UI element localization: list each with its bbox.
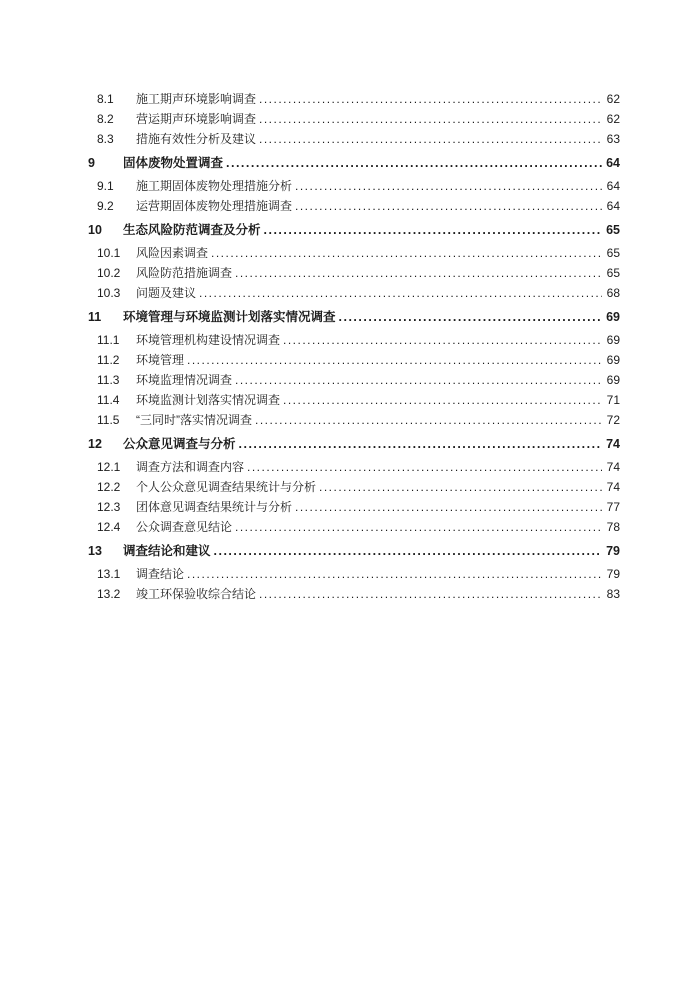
toc-entry-number: 11.3 xyxy=(97,373,120,387)
toc-entry-title: 施工期声环境影响调查 xyxy=(136,92,257,106)
toc-entry-title: 调查结论和建议 xyxy=(123,544,211,558)
toc-entry-page-number: 79 xyxy=(606,567,620,581)
toc-entry-number: 11.1 xyxy=(97,333,120,347)
toc-entry-page-number: 69 xyxy=(606,333,620,347)
dot-leader xyxy=(319,477,602,497)
toc-entry-page-number: 63 xyxy=(606,132,620,146)
dot-leader xyxy=(283,330,602,350)
toc-entry-page-number: 71 xyxy=(606,393,620,407)
toc-entry-number: 12.3 xyxy=(97,500,121,514)
toc-entry-title: “三同时”落实情况调查 xyxy=(136,413,252,427)
toc-entry-number: 10.1 xyxy=(97,246,121,260)
toc-entry-title: 公众调查意见结论 xyxy=(136,520,233,534)
toc-entry[interactable] xyxy=(88,263,620,283)
toc-entry[interactable] xyxy=(88,89,620,109)
toc-entry-title: 风险因素调查 xyxy=(136,246,209,260)
toc-entry-number: 11 xyxy=(88,310,102,324)
toc-entry[interactable] xyxy=(88,517,620,537)
toc-entry[interactable] xyxy=(88,541,620,562)
toc-entry-page-number: 62 xyxy=(606,112,620,126)
toc-entry-number: 11.5 xyxy=(97,413,120,427)
toc-entry-page-number: 83 xyxy=(606,587,620,601)
dot-leader xyxy=(226,153,602,174)
toc-entry-number: 10 xyxy=(88,223,102,237)
toc-entry[interactable] xyxy=(88,176,620,196)
dot-leader xyxy=(199,283,602,303)
toc-entry-number: 10.3 xyxy=(97,286,121,300)
toc-entry[interactable] xyxy=(88,243,620,263)
toc-entry-title: 环境管理机构建设情况调查 xyxy=(136,333,281,347)
toc-entry[interactable] xyxy=(88,497,620,517)
toc-entry-title: 措施有效性分析及建议 xyxy=(136,132,257,146)
toc-entry-title: 调查结论 xyxy=(136,567,185,581)
toc-entry-title: 运营期固体废物处理措施调查 xyxy=(136,199,293,213)
toc-entry[interactable] xyxy=(88,477,620,497)
toc-entry-page-number: 69 xyxy=(606,310,620,324)
toc-entry-title: 公众意见调查与分析 xyxy=(123,437,236,451)
toc-entry[interactable] xyxy=(88,129,620,149)
dot-leader xyxy=(295,196,602,216)
toc-entry-title: 固体废物处置调查 xyxy=(123,156,224,170)
toc-entry[interactable] xyxy=(88,330,620,350)
dot-leader xyxy=(214,541,602,562)
dot-leader xyxy=(255,410,602,430)
toc-entry-page-number: 74 xyxy=(606,480,620,494)
dot-leader xyxy=(187,564,602,584)
dot-leader xyxy=(259,89,602,109)
toc-entry-number: 8.3 xyxy=(97,132,114,146)
toc-entry-number: 13.1 xyxy=(97,567,121,581)
toc-entry-page-number: 64 xyxy=(606,199,620,213)
toc-entry-number: 12.4 xyxy=(97,520,121,534)
toc-entry-number: 9 xyxy=(88,156,95,170)
dot-leader xyxy=(295,176,602,196)
dot-leader xyxy=(187,350,602,370)
toc-entry-title: 生态风险防范调查及分析 xyxy=(123,223,261,237)
toc-entry-page-number: 65 xyxy=(606,246,620,260)
dot-leader xyxy=(295,497,602,517)
toc-entry-title: 环境监理情况调查 xyxy=(136,373,233,387)
toc-entry-page-number: 64 xyxy=(606,179,620,193)
toc-entry-number: 13.2 xyxy=(97,587,121,601)
toc-entry-title: 竣工环保验收综合结论 xyxy=(136,587,257,601)
toc-entry-page-number: 74 xyxy=(606,437,620,451)
toc-entry-title: 风险防范措施调查 xyxy=(136,266,233,280)
toc-entry-number: 9.2 xyxy=(97,199,114,213)
toc-entry[interactable] xyxy=(88,370,620,390)
toc-entry[interactable] xyxy=(88,457,620,477)
toc-entry-number: 8.2 xyxy=(97,112,114,126)
dot-leader xyxy=(247,457,602,477)
toc-entry[interactable] xyxy=(88,109,620,129)
toc-entry[interactable] xyxy=(88,410,620,430)
dot-leader xyxy=(211,243,602,263)
toc-entry-number: 12.2 xyxy=(97,480,121,494)
toc-entry[interactable] xyxy=(88,434,620,455)
toc-entry-number: 12.1 xyxy=(97,460,121,474)
dot-leader xyxy=(283,390,602,410)
toc-entry-page-number: 69 xyxy=(606,353,620,367)
toc-entry-title: 调查方法和调查内容 xyxy=(136,460,245,474)
toc-entry-number: 9.1 xyxy=(97,179,114,193)
toc-entry-page-number: 65 xyxy=(606,266,620,280)
toc-entry-page-number: 78 xyxy=(606,520,620,534)
toc-entry-title: 问题及建议 xyxy=(136,286,197,300)
toc-entry-page-number: 74 xyxy=(606,460,620,474)
toc-entry-page-number: 68 xyxy=(606,286,620,300)
dot-leader xyxy=(264,220,602,241)
toc-entry-title: 环境监测计划落实情况调查 xyxy=(136,393,281,407)
toc-entry-page-number: 65 xyxy=(606,223,620,237)
toc-entry-number: 11.4 xyxy=(97,393,120,407)
toc-entry[interactable] xyxy=(88,584,620,604)
toc-entry[interactable] xyxy=(88,283,620,303)
toc-entry[interactable] xyxy=(88,390,620,410)
toc-entry-title: 团体意见调查结果统计与分析 xyxy=(136,500,293,514)
toc-entry-page-number: 72 xyxy=(606,413,620,427)
toc-entry-title: 个人公众意见调查结果统计与分析 xyxy=(136,480,317,494)
dot-leader xyxy=(259,109,602,129)
dot-leader xyxy=(235,370,602,390)
dot-leader xyxy=(235,263,602,283)
toc-entry-title: 环境管理 xyxy=(136,353,185,367)
toc-entry-title: 环境管理与环境监测计划落实情况调查 xyxy=(123,310,336,324)
toc-entry-page-number: 79 xyxy=(606,544,620,558)
toc-entry-page-number: 64 xyxy=(606,156,620,170)
toc-entry-number: 12 xyxy=(88,437,102,451)
dot-leader xyxy=(339,307,602,328)
dot-leader xyxy=(259,584,602,604)
toc-entry-number: 13 xyxy=(88,544,102,558)
toc-entry-number: 8.1 xyxy=(97,92,114,106)
toc-entry-page-number: 69 xyxy=(606,373,620,387)
toc-entry-page-number: 77 xyxy=(606,500,620,514)
table-of-contents xyxy=(88,89,620,604)
toc-entry[interactable] xyxy=(88,153,620,174)
toc-entry[interactable] xyxy=(88,307,620,328)
toc-entry-number: 10.2 xyxy=(97,266,121,280)
toc-entry-page-number: 62 xyxy=(606,92,620,106)
toc-entry[interactable] xyxy=(88,196,620,216)
toc-entry[interactable] xyxy=(88,220,620,241)
toc-entry-number: 11.2 xyxy=(97,353,120,367)
dot-leader xyxy=(235,517,602,537)
dot-leader xyxy=(239,434,602,455)
dot-leader xyxy=(259,129,602,149)
toc-entry-title: 营运期声环境影响调查 xyxy=(136,112,257,126)
toc-entry[interactable] xyxy=(88,350,620,370)
toc-entry[interactable] xyxy=(88,564,620,584)
toc-entry-title: 施工期固体废物处理措施分析 xyxy=(136,179,293,193)
